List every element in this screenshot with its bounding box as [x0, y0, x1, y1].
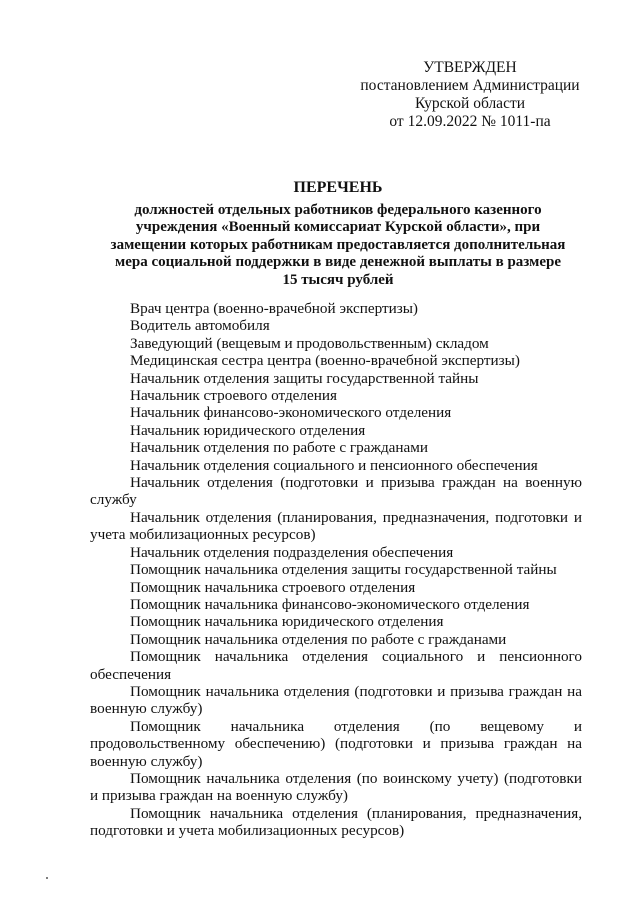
position-item: Начальник финансово-экономического отделения [130, 404, 452, 422]
title-line: 15 тысяч рублей [282, 271, 394, 288]
position-item: Начальник отделения социального и пенсионного обеспечения [130, 456, 538, 474]
position-item: Помощник начальника отделения (по воинскому учету) (подготовки и призыва граждан на военную службу) [90, 769, 582, 805]
position-item: Помощник начальника отделения (подготовки и призыва граждан на военную службу) [90, 682, 582, 718]
position-item: Помощник начальника отделения (планирования, предназначения, подготовки и учета мобилизационных ресурсов) [90, 804, 582, 840]
position-item: Начальник отделения подразделения обеспечения [130, 543, 454, 561]
position-item: Врач центра (военно-врачебной экспертизы) [130, 300, 418, 317]
position-item: Помощник начальника юридического отделения [130, 613, 444, 631]
position-item: Помощник начальника финансово-экономического отделения [130, 595, 530, 613]
position-item: Начальник отделения защиты государственной тайны [130, 369, 479, 387]
positions-list [90, 300, 582, 840]
position-item: Водитель автомобиля [130, 317, 270, 335]
position-item: Начальник юридического отделения [130, 421, 366, 439]
position-item: Помощник начальника отделения социального и пенсионного обеспечения [90, 648, 582, 683]
position-item: Начальник отделения (планирования, предназначения, подготовки и учета мобилизационных ресурсов) [90, 508, 582, 544]
approval-issuer: постановлением Администрации [360, 77, 580, 94]
scan-speck [46, 877, 48, 879]
approval-stamp [340, 59, 600, 131]
position-item: Помощник начальника строевого отделения [130, 578, 416, 596]
position-item: Заведующий (вещевым и продовольственным) складом [130, 334, 489, 352]
position-item: Помощник начальника отделения защиты государственной тайны [130, 561, 557, 579]
position-item: Начальник отделения (подготовки и призыва граждан на военную службу [90, 474, 582, 509]
position-item: Помощник начальника отделения по работе с гражданами [130, 630, 507, 648]
title-line: мера социальной поддержки в виде денежной выплаты в размере [115, 254, 561, 270]
title-line: должностей отдельных работников федерального казенного [134, 201, 542, 218]
title-heading: ПЕРЕЧЕНЬ [293, 179, 383, 196]
position-item: Начальник строевого отделения [130, 387, 337, 405]
approval-decree-number: от 12.09.2022 № 1011-па [389, 113, 551, 130]
approval-status: УТВЕРЖДЕН [423, 59, 517, 76]
document-title [88, 179, 588, 289]
approval-region: Курской области [414, 95, 526, 112]
position-item: Начальник отделения по работе с гражданами [130, 439, 429, 457]
position-item: Медицинская сестра центра (военно-врачебной экспертизы) [130, 352, 520, 370]
title-line: замещении которых работникам предоставляется дополнительная [110, 236, 566, 253]
title-line: учреждения «Военный комиссариат Курской области», при [135, 219, 541, 235]
position-item: Помощник начальника отделения (по вещевому и продовольственному обеспечению) (подготовки и призыва граждан на военную службу) [90, 717, 582, 770]
